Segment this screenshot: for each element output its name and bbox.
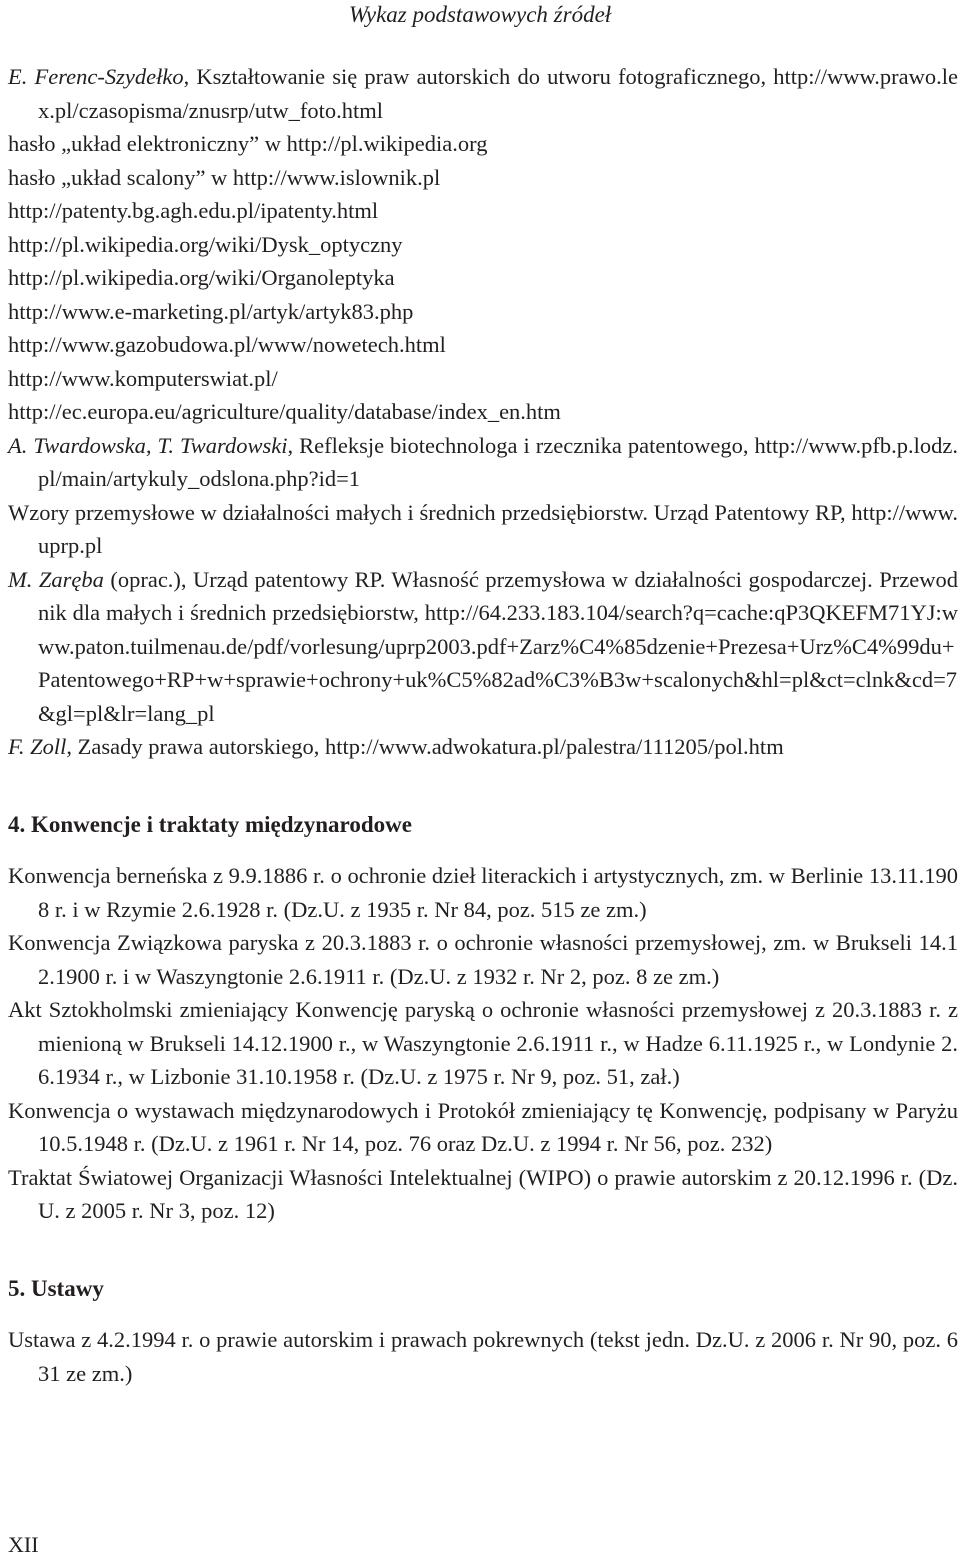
source-entry <box>8 295 958 329</box>
sources-list <box>8 60 958 764</box>
source-author: A. Twardowska, T. Twardowski <box>8 432 288 458</box>
source-entry <box>8 496 958 563</box>
statute-entry: Ustawa z 4.2.1994 r. o prawie autorskim i prawach pokrewnych (tekst jedn. Dz.U. z 2006 r. Nr 90, poz. 631 ze zm.) <box>8 1327 958 1386</box>
source-entry <box>8 261 958 295</box>
page-number: XII <box>8 1532 39 1557</box>
source-text: http://ec.europa.eu/agriculture/quality/database/index_en.htm <box>8 399 561 424</box>
source-text: http://pl.wikipedia.org/wiki/Organoleptyka <box>8 265 395 290</box>
conventions-list <box>8 859 958 1228</box>
convention-entry: Konwencja Związkowa paryska z 20.3.1883 r. o ochronie własności przemysłowej, zm. w Brukseli 14.12.1900 r. i w Waszyngtonie 2.6.1911 r. (Dz.U. z 1932 r. Nr 2, poz. 8 ze zm.) <box>8 930 958 989</box>
source-entry <box>8 194 958 228</box>
running-header: Wykaz podstawowych źródeł <box>348 2 612 27</box>
source-text: Wzory przemysłowe w działalności małych i średnich przedsiębiorstw. Urząd Patentowy RP, http://www.uprp.pl <box>8 499 958 558</box>
source-entry <box>8 228 958 262</box>
source-entry <box>8 161 958 195</box>
source-entry <box>8 60 958 127</box>
source-text: http://patenty.bg.agh.edu.pl/ipatenty.html <box>8 198 379 223</box>
section-spacer <box>8 1228 958 1272</box>
source-entry <box>8 328 958 362</box>
section-spacer <box>8 841 958 859</box>
source-text: (oprac.), Urząd patentowy RP. Własność przemysłowa w działalności gospodarczej. Przewodnik dla małych i średnich przedsiębiorstw, http://64.233.183.104/search?q=cache:qP3QKEFM71YJ:www.paton.tuilmenau.de/pdf/vorlesung/uprp2003.pdf+Zarz%C4%85dzenie+Prezesa+Urz%C4%99du+Patentowego+RP+w+sprawie+ochrony+uk%C5%82ad%C3%B3w+scalonych&hl=pl&ct=clnk&cd=7&gl=pl&lr=lang_pl <box>38 566 958 726</box>
source-text: hasło „układ elektroniczny” w http://pl.wikipedia.org <box>8 131 488 156</box>
convention-entry: Traktat Światowej Organizacji Własności Intelektualnej (WIPO) o prawie autorskim z 20.12.1996 r. (Dz.U. z 2005 r. Nr 3, poz. 12) <box>8 1164 958 1223</box>
source-entry <box>8 362 958 396</box>
source-entry <box>8 395 958 429</box>
source-text: , Refleksje biotechnologa i rzecznika patentowego, http://www.pfb.p.lodz.pl/main/artykuly_odslona.php?id=1 <box>38 432 959 491</box>
convention-entry: Konwencja berneńska z 9.9.1886 r. o ochronie dzieł literackich i artystycznych, zm. w Berlinie 13.11.1908 r. i w Rzymie 2.6.1928 r. (Dz.U. z 1935 r. Nr 84, poz. 515 ze zm.) <box>8 863 958 922</box>
source-text: , Kształtowanie się praw autorskich do utworu fotograficznego, http://www.prawo.lex.pl/czasopisma/znusrp/utw_foto.html <box>38 64 958 123</box>
source-text: hasło „układ scalony” w http://www.islownik.pl <box>8 164 441 190</box>
source-entry <box>8 429 958 496</box>
source-entry <box>8 730 958 764</box>
convention-entry: Akt Sztokholmski zmieniający Konwencję paryską o ochronie własności przemysłowej z 20.3.1883 r. zmienioną w Brukseli 14.12.1900 r., w Waszyngtonie 2.6.1911 r., w Hadze 6.11.1925 r., w Londynie 2.6.1934 r., w Lizbonie 31.10.1958 r. (Dz.U. z 1975 r. Nr 9, poz. 51, zał.) <box>8 997 958 1089</box>
source-text: http://www.komputerswiat.pl/ <box>8 365 278 391</box>
section-spacer <box>8 1305 958 1323</box>
section-heading-statutes: 5. Ustawy <box>8 1275 104 1301</box>
section-heading-conventions: 4. Konwencje i traktaty międzynarodowe <box>8 811 412 837</box>
bibliography-content <box>8 60 958 1390</box>
source-text: http://www.gazobudowa.pl/www/nowetech.html <box>8 332 446 357</box>
source-author: M. Zaręba <box>8 566 104 592</box>
source-text: http://pl.wikipedia.org/wiki/Dysk_optyczny <box>8 231 403 257</box>
source-author: F. Zoll <box>8 734 67 759</box>
source-text: , Zasady prawa autorskiego, http://www.adwokatura.pl/palestra/111205/pol.htm <box>66 734 784 759</box>
statutes-list <box>8 1323 958 1390</box>
source-entry <box>8 127 958 161</box>
convention-entry: Konwencja o wystawach międzynarodowych i Protokół zmieniający tę Konwencję, podpisany w Paryżu 10.5.1948 r. (Dz.U. z 1961 r. Nr 14, poz. 76 oraz Dz.U. z 1994 r. Nr 56, poz. 232) <box>8 1097 958 1156</box>
source-text: http://www.e-marketing.pl/artyk/artyk83.php <box>8 298 414 324</box>
source-author: E. Ferenc-Szydełko <box>8 64 184 89</box>
source-entry <box>8 563 958 731</box>
section-spacer <box>8 764 958 808</box>
